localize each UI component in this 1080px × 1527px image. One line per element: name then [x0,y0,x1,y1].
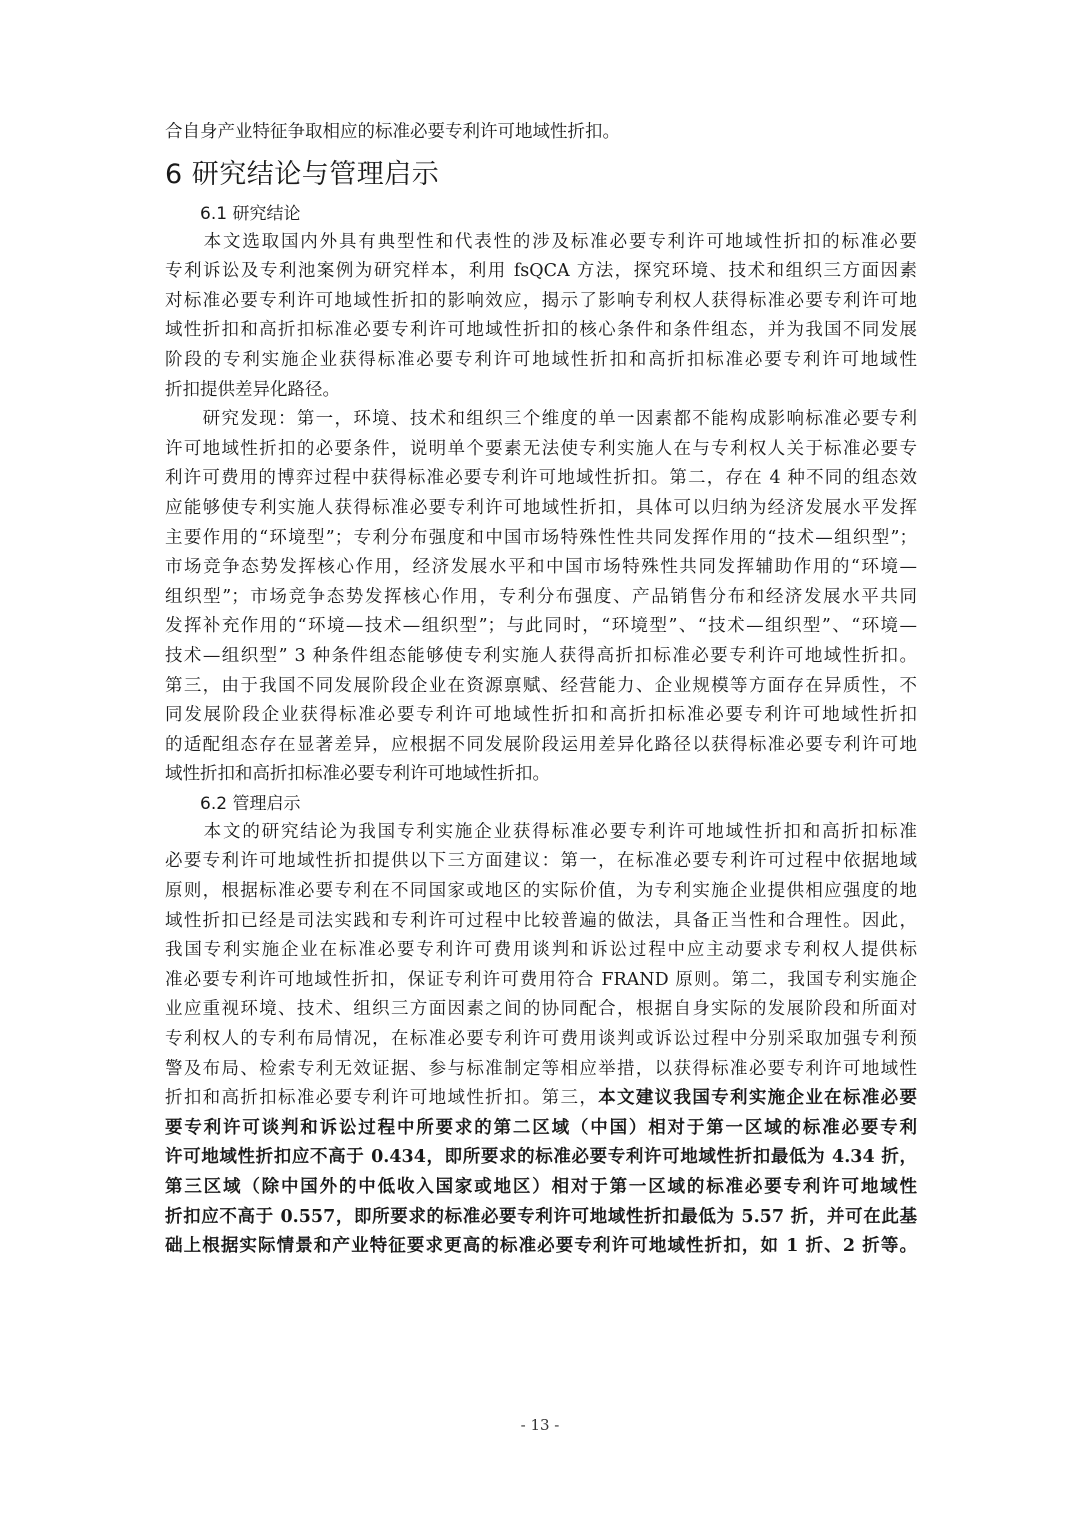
paragraph-line: 业应重视环境、技术、组织三方面因素之间的协同配合，根据自身实际的发展阶段和所面对 [165,999,917,1020]
paragraph-line-mixed [165,1084,917,1114]
paragraph-line: 市场竞争态势发挥核心作用，经济发展水平和中国市场特殊性共同发挥辅助作用的“环境— [165,557,917,578]
bold-paragraph-line: 许可地域性折扣应不高于 0.434，即所要求的标准必要专利许可地域性折扣最低为 4.34 折， [165,1147,917,1168]
paragraph-line: 本文的研究结论为我国专利实施企业获得标准必要专利许可地域性折扣和高折扣标准 [165,821,917,842]
bold-paragraph-line: 折扣应不高于 0.557，即所要求的标准必要专利许可地域性折扣最低为 5.57 折，并可在此基 [165,1206,917,1227]
subsection-title-research-conclusion: 6.1 研究结论 [200,203,301,224]
paragraph-line: 的适配组态存在显著差异，应根据不同发展阶段运用差异化路径以获得标准必要专利许可地 [165,734,917,755]
paragraph-line: 必要专利许可地域性折扣提供以下三方面建议：第一，在标准必要专利许可过程中依据地域 [165,851,917,872]
paragraph-line: 原则，根据标准必要专利在不同国家或地区的实际价值，为专利实施企业提供相应强度的地 [165,881,917,902]
paragraph-line: 我国专利实施企业在标准必要专利许可费用谈判和诉讼过程中应主动要求专利权人提供标 [165,940,917,961]
paragraph-line: 组织型”；市场竞争态势发挥核心作用，专利分布强度、产品销售分布和经济发展水平共同 [165,586,917,607]
bold-paragraph-line: 第三区域（除中国外的中低收入国家或地区）相对于第一区域的标准必要专利许可地域性 [165,1177,917,1197]
paragraph-line: 折扣提供差异化路径。 [165,379,340,400]
paragraph-line: 对标准必要专利许可地域性折扣的影响效应，揭示了影响专利权人获得标准必要专利许可地 [165,290,917,311]
paragraph-line: 专利诉讼及专利池案例为研究样本，利用 fsQCA 方法，探究环境、技术和组织三方面因素 [165,261,917,282]
paragraph-line: 许可地域性折扣的必要条件，说明单个要素无法使专利实施人在与专利权人关于标准必要专 [165,438,917,459]
paragraph-line: 警及布局、检索专利无效证据、参与标准制定等相应举措，以获得标准必要专利许可地域性 [165,1058,917,1079]
paragraph-1 [165,228,917,406]
paragraph-2 [165,405,917,790]
plain-text-segment: 折扣和高折扣标准必要专利许可地域性折扣。第三， [165,1088,599,1109]
paragraph-line: 专利权人的专利布局情况，在标准必要专利许可费用谈判或诉讼过程中分别采取加强专利预 [165,1029,917,1050]
paragraph-line: 阶段的专利实施企业获得标准必要专利许可地域性折扣和高折扣标准必要专利许可地域性 [165,349,917,370]
paragraph-line: 准必要专利许可地域性折扣，保证专利许可费用符合 FRAND 原则。第二，我国专利实施企 [165,969,917,990]
paragraph-line: 同发展阶段企业获得标准必要专利许可地域性折扣和高折扣标准必要专利许可地域性折扣 [165,705,917,726]
paragraph-line: 域性折扣和高折扣标准必要专利许可地域性折扣。 [165,764,550,785]
page-number: - 13 - [520,1416,560,1434]
paragraph-line: 利许可费用的博弈过程中获得标准必要专利许可地域性折扣。第二，存在 4 种不同的组态效 [165,468,917,489]
bold-text-segment: 本文建议我国专利实施企业在标准必要 [598,1088,918,1109]
paragraph-3 [165,818,917,1262]
document-page [165,118,917,1262]
paragraph-line: 发挥补充作用的“环境—技术—组织型”；与此同时，“环境型”、“技术—组织型”、“环境— [165,616,917,637]
bold-paragraph-line: 要专利许可谈判和诉讼过程中所要求的第二区域（中国）相对于第一区域的标准必要专利 [165,1117,917,1138]
continuation-line: 合自身产业特征争取相应的标准必要专利许可地域性折扣。 [165,122,620,142]
paragraph-line: 第三，由于我国不同发展阶段企业在资源禀赋、经营能力、企业规模等方面存在异质性，不 [165,675,917,696]
subsection-title-management-implications: 6.2 管理启示 [200,793,301,814]
paragraph-line: 应能够使专利实施人获得标准必要专利许可地域性折扣，具体可以归纳为经济发展水平发挥 [165,497,917,518]
section-title: 6 研究结论与管理启示 [165,158,440,190]
bold-paragraph-line: 础上根据实际情景和产业特征要求更高的标准必要专利许可地域性折扣，如 1 折、2 折等。 [165,1236,917,1257]
paragraph-line: 研究发现：第一，环境、技术和组织三个维度的单一因素都不能构成影响标准必要专利 [165,409,917,430]
paragraph-line: 域性折扣和高折扣标准必要专利许可地域性折扣的核心条件和条件组态，并为我国不同发展 [165,320,917,341]
paragraph-line: 本文选取国内外具有典型性和代表性的涉及标准必要专利许可地域性折扣的标准必要 [165,231,917,252]
paragraph-line: 域性折扣已经是司法实践和专利许可过程中比较普遍的做法，具备正当性和合理性。因此， [165,910,917,931]
paragraph-line: 技术—组织型” 3 种条件组态能够使专利实施人获得高折扣标准必要专利许可地域性折扣。 [165,645,917,666]
paragraph-line: 主要作用的“环境型”；专利分布强度和中国市场特殊性性共同发挥作用的“技术—组织型”； [165,527,917,548]
